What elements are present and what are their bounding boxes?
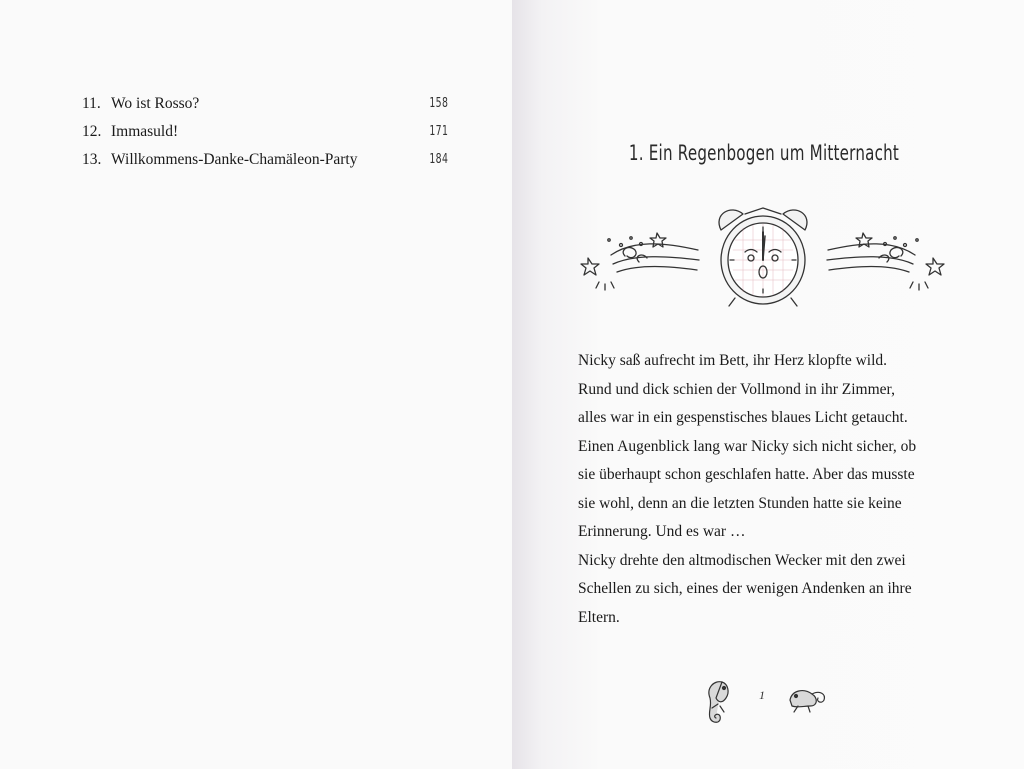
toc-entry-page: 171: [429, 124, 448, 139]
toc-entry-page: 158: [429, 96, 448, 111]
body-line: Eltern.: [578, 608, 620, 626]
body-line: Schellen zu sich, eines der wenigen Andenken an ihre: [578, 580, 912, 597]
toc-entry-title: Immasuld!: [111, 123, 179, 140]
table-of-contents: [82, 93, 450, 177]
toc-entry-title: Wo ist Rosso?: [111, 95, 200, 112]
toc-entry-title: Willkommens-Danke-Chamäleon-Party: [111, 151, 358, 168]
toc-entry: [82, 149, 450, 177]
body-line: Nicky drehte den altmodischen Wecker mit den zwei: [578, 551, 906, 569]
toc-entry-number: 11.: [82, 95, 101, 112]
body-line: Erinnerung. Und es war …: [578, 523, 746, 540]
body-line: Rund und dick schien der Vollmond in ihr Zimmer,: [578, 380, 895, 398]
toc-entry: [82, 121, 450, 149]
toc-entry-number: 12.: [82, 123, 102, 140]
body-line: sie überhaupt schon geschlafen hatte. Aber das musste: [578, 466, 915, 483]
chapter-title: 1. Ein Regenbogen um Mitternacht: [628, 141, 900, 165]
chameleon-icon: [709, 682, 728, 723]
body-line: sie wohl, denn an die letzten Stunden hatte sie keine: [578, 494, 902, 512]
toc-entry-number: 13.: [82, 151, 102, 168]
toc-entry: [82, 93, 450, 121]
body-line: Einen Augenblick lang war Nicky sich nicht sicher, ob: [578, 437, 917, 455]
chapter-body-text: [578, 347, 948, 632]
page-number: 1: [759, 688, 765, 702]
body-line: alles war in ein gespenstisches blaues Licht getaucht.: [578, 409, 908, 426]
alarm-clock-icon: [573, 200, 953, 315]
chameleon-icon: [790, 691, 824, 712]
body-line: Nicky saß aufrecht im Bett, ihr Herz klopfte wild.: [578, 352, 888, 369]
toc-entry-page: 184: [429, 152, 448, 167]
